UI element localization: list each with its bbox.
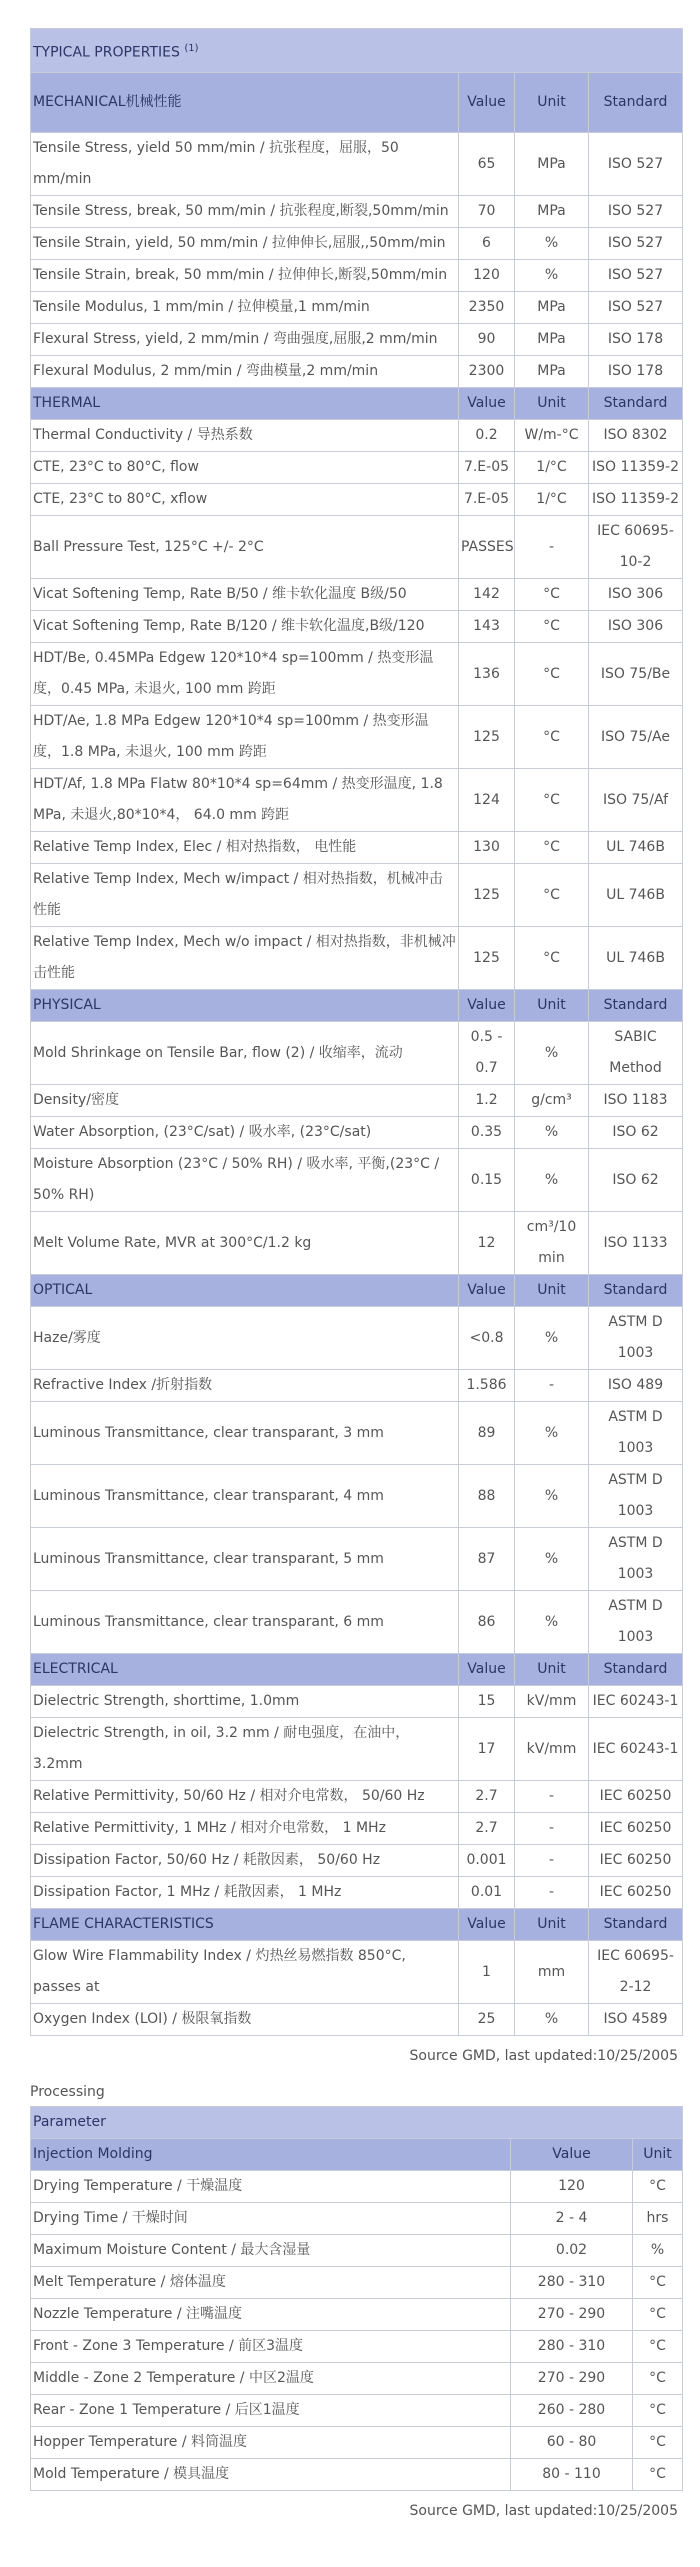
property-row (31, 706, 683, 769)
property-standard: IEC 60250 (589, 1781, 683, 1813)
property-unit: 1/°C (515, 452, 589, 484)
property-row (31, 1813, 683, 1845)
property-value: 90 (459, 324, 515, 356)
property-value: 2.7 (459, 1813, 515, 1845)
processing-row (31, 2235, 683, 2267)
header-unit: Unit (515, 1275, 589, 1307)
section-header (31, 1654, 683, 1686)
property-standard: ISO 306 (589, 579, 683, 611)
property-value: 142 (459, 579, 515, 611)
property-value: 1.586 (459, 1370, 515, 1402)
processing-group-header (31, 2139, 683, 2171)
property-unit: - (515, 1370, 589, 1402)
property-name: HDT/Af, 1.8 MPa Flatw 80*10*4 sp=64mm / 热变形温度, 1.8 MPa, 未退火,80*10*4， 64.0 mm 跨距 (31, 769, 459, 832)
section-header (31, 73, 683, 133)
property-value: 0.5 - 0.7 (459, 1022, 515, 1085)
header-standard: Standard (589, 388, 683, 420)
property-name: CTE, 23°C to 80°C, flow (31, 452, 459, 484)
header-value: Value (459, 990, 515, 1022)
property-name: Relative Temp Index, Mech w/impact / 相对热指数，机械冲击性能 (31, 864, 459, 927)
property-row (31, 643, 683, 706)
property-row (31, 1402, 683, 1465)
property-name: CTE, 23°C to 80°C, xflow (31, 484, 459, 516)
section-name: ELECTRICAL (31, 1654, 459, 1686)
property-standard: ASTM D 1003 (589, 1591, 683, 1654)
property-standard: IEC 60243-1 (589, 1686, 683, 1718)
property-unit: W/m-°C (515, 420, 589, 452)
property-row (31, 1370, 683, 1402)
processing-name: Middle - Zone 2 Temperature / 中区2温度 (31, 2363, 511, 2395)
property-row (31, 2004, 683, 2036)
header-standard: Standard (589, 1909, 683, 1941)
property-name: Refractive Index /折射指数 (31, 1370, 459, 1402)
property-row (31, 452, 683, 484)
property-name: Dissipation Factor, 50/60 Hz / 耗散因素， 50/60 Hz (31, 1845, 459, 1877)
property-unit: - (515, 1813, 589, 1845)
property-name: Vicat Softening Temp, Rate B/50 / 维卡软化温度 B级/50 (31, 579, 459, 611)
property-standard: ISO 527 (589, 292, 683, 324)
property-standard: ISO 75/Af (589, 769, 683, 832)
header-value: Value (459, 1654, 515, 1686)
processing-header-unit: Unit (633, 2139, 683, 2171)
typical-properties-header (31, 29, 683, 73)
processing-unit: °C (633, 2459, 683, 2491)
processing-value: 120 (511, 2171, 633, 2203)
property-unit: % (515, 1465, 589, 1528)
property-unit: mm (515, 1941, 589, 2004)
property-standard: ISO 306 (589, 611, 683, 643)
property-value: 130 (459, 832, 515, 864)
property-row (31, 1877, 683, 1909)
property-unit: °C (515, 706, 589, 769)
property-row (31, 611, 683, 643)
header-standard: Standard (589, 1275, 683, 1307)
property-value: 1 (459, 1941, 515, 2004)
property-unit: MPa (515, 292, 589, 324)
datasheet (30, 28, 682, 2531)
header-unit: Unit (515, 73, 589, 133)
processing-name: Rear - Zone 1 Temperature / 后区1温度 (31, 2395, 511, 2427)
property-unit: - (515, 1781, 589, 1813)
property-unit: °C (515, 611, 589, 643)
property-name: Luminous Transmittance, clear transparant, 5 mm (31, 1528, 459, 1591)
processing-unit: °C (633, 2363, 683, 2395)
property-unit: °C (515, 832, 589, 864)
property-name: Relative Permittivity, 50/60 Hz / 相对介电常数， 50/60 Hz (31, 1781, 459, 1813)
property-value: 65 (459, 133, 515, 196)
property-row (31, 1591, 683, 1654)
property-value: 120 (459, 260, 515, 292)
property-name: Oxygen Index (LOI) / 极限氧指数 (31, 2004, 459, 2036)
property-value: 70 (459, 196, 515, 228)
property-unit: °C (515, 643, 589, 706)
processing-unit: °C (633, 2331, 683, 2363)
property-unit: °C (515, 927, 589, 990)
property-unit: °C (515, 579, 589, 611)
section-name: OPTICAL (31, 1275, 459, 1307)
property-unit: MPa (515, 196, 589, 228)
property-standard: ISO 11359-2 (589, 484, 683, 516)
header-standard: Standard (589, 73, 683, 133)
property-row (31, 420, 683, 452)
property-unit: % (515, 1528, 589, 1591)
section-header (31, 388, 683, 420)
section-name: MECHANICAL机械性能 (31, 73, 459, 133)
property-name: Moisture Absorption (23°C / 50% RH) / 吸水率, 平衡,(23°C / 50% RH) (31, 1149, 459, 1212)
property-value: 6 (459, 228, 515, 260)
property-row (31, 1528, 683, 1591)
property-value: 87 (459, 1528, 515, 1591)
header-unit: Unit (515, 388, 589, 420)
property-standard: ISO 75/Ae (589, 706, 683, 769)
property-row (31, 927, 683, 990)
property-row (31, 1465, 683, 1528)
property-row (31, 292, 683, 324)
property-row (31, 1022, 683, 1085)
property-unit: % (515, 228, 589, 260)
processing-row (31, 2203, 683, 2235)
property-value: 17 (459, 1718, 515, 1781)
property-unit: °C (515, 864, 589, 927)
section-name: PHYSICAL (31, 990, 459, 1022)
property-row (31, 1941, 683, 2004)
property-row (31, 1781, 683, 1813)
property-name: Water Absorption, (23°C/sat) / 吸水率, (23°C/sat) (31, 1117, 459, 1149)
property-name: Melt Volume Rate, MVR at 300°C/1.2 kg (31, 1212, 459, 1275)
processing-name: Hopper Temperature / 料筒温度 (31, 2427, 511, 2459)
property-standard: IEC 60250 (589, 1813, 683, 1845)
processing-name: Nozzle Temperature / 注嘴温度 (31, 2299, 511, 2331)
property-value: 1.2 (459, 1085, 515, 1117)
property-value: 0.2 (459, 420, 515, 452)
property-name: Tensile Stress, break, 50 mm/min / 抗张程度,断裂,50mm/min (31, 196, 459, 228)
property-value: 125 (459, 927, 515, 990)
property-unit: kV/mm (515, 1686, 589, 1718)
processing-row (31, 2427, 683, 2459)
processing-row (31, 2171, 683, 2203)
property-row (31, 228, 683, 260)
property-standard: IEC 60250 (589, 1845, 683, 1877)
property-unit: cm³/10 min (515, 1212, 589, 1275)
processing-value: 270 - 290 (511, 2363, 633, 2395)
property-unit: % (515, 260, 589, 292)
property-unit: MPa (515, 133, 589, 196)
property-name: Density/密度 (31, 1085, 459, 1117)
property-name: Luminous Transmittance, clear transparant, 6 mm (31, 1591, 459, 1654)
property-row (31, 324, 683, 356)
processing-unit: hrs (633, 2203, 683, 2235)
property-name: Luminous Transmittance, clear transparant, 4 mm (31, 1465, 459, 1528)
property-value: 12 (459, 1212, 515, 1275)
property-value: 7.E-05 (459, 484, 515, 516)
property-standard: ASTM D 1003 (589, 1465, 683, 1528)
property-standard: IEC 60250 (589, 1877, 683, 1909)
processing-row (31, 2395, 683, 2427)
property-value: 0.001 (459, 1845, 515, 1877)
property-value: 2350 (459, 292, 515, 324)
processing-row (31, 2331, 683, 2363)
property-value: 2300 (459, 356, 515, 388)
property-standard: ASTM D 1003 (589, 1528, 683, 1591)
property-value: 86 (459, 1591, 515, 1654)
property-value: 89 (459, 1402, 515, 1465)
header-value: Value (459, 388, 515, 420)
property-row (31, 1149, 683, 1212)
property-unit: MPa (515, 356, 589, 388)
property-unit: - (515, 1877, 589, 1909)
header-unit: Unit (515, 990, 589, 1022)
header-standard: Standard (589, 1654, 683, 1686)
property-value: 0.15 (459, 1149, 515, 1212)
processing-value: 2 - 4 (511, 2203, 633, 2235)
property-standard: ISO 8302 (589, 420, 683, 452)
property-name: Vicat Softening Temp, Rate B/120 / 维卡软化温度,B级/120 (31, 611, 459, 643)
property-standard: SABIC Method (589, 1022, 683, 1085)
property-row (31, 1085, 683, 1117)
processing-title: Processing (30, 2084, 105, 2100)
property-standard: IEC 60695-10-2 (589, 516, 683, 579)
section-header (31, 1909, 683, 1941)
processing-name: Drying Time / 干燥时间 (31, 2203, 511, 2235)
property-standard: ASTM D 1003 (589, 1307, 683, 1370)
property-value: 136 (459, 643, 515, 706)
property-unit: % (515, 2004, 589, 2036)
processing-parameter-row (31, 2107, 683, 2139)
property-standard: ISO 527 (589, 133, 683, 196)
processing-unit: °C (633, 2427, 683, 2459)
property-standard: ISO 527 (589, 260, 683, 292)
property-name: Haze/雾度 (31, 1307, 459, 1370)
property-unit: kV/mm (515, 1718, 589, 1781)
property-row (31, 1686, 683, 1718)
property-name: Tensile Stress, yield 50 mm/min / 抗张程度，屈服，50 mm/min (31, 133, 459, 196)
property-name: Tensile Strain, break, 50 mm/min / 拉伸伸长,断裂,50mm/min (31, 260, 459, 292)
property-name: Ball Pressure Test, 125°C +/- 2°C (31, 516, 459, 579)
property-standard: IEC 60243-1 (589, 1718, 683, 1781)
property-standard: ISO 11359-2 (589, 452, 683, 484)
header-value: Value (459, 1909, 515, 1941)
processing-name: Front - Zone 3 Temperature / 前区3温度 (31, 2331, 511, 2363)
processing-value: 270 - 290 (511, 2299, 633, 2331)
processing-name: Melt Temperature / 熔体温度 (31, 2267, 511, 2299)
property-row (31, 1212, 683, 1275)
property-row (31, 832, 683, 864)
processing-row (31, 2267, 683, 2299)
property-unit: - (515, 516, 589, 579)
property-value: 124 (459, 769, 515, 832)
property-value: PASSES (459, 516, 515, 579)
property-name: Tensile Modulus, 1 mm/min / 拉伸模量,1 mm/min (31, 292, 459, 324)
parameter-label: Parameter (31, 2107, 683, 2139)
property-name: HDT/Ae, 1.8 MPa Edgew 120*10*4 sp=100mm / 热变形温度，1.8 MPa, 未退火, 100 mm 跨距 (31, 706, 459, 769)
typical-properties-title-cell (31, 29, 683, 73)
processing-unit: °C (633, 2299, 683, 2331)
processing-table (30, 2106, 683, 2491)
property-name: Dielectric Strength, shorttime, 1.0mm (31, 1686, 459, 1718)
property-row (31, 484, 683, 516)
property-value: 143 (459, 611, 515, 643)
header-value: Value (459, 1275, 515, 1307)
property-standard: ISO 4589 (589, 2004, 683, 2036)
property-standard: ISO 178 (589, 324, 683, 356)
property-row (31, 1718, 683, 1781)
property-standard: UL 746B (589, 832, 683, 864)
property-value: 0.01 (459, 1877, 515, 1909)
property-standard: ASTM D 1003 (589, 1402, 683, 1465)
processing-header-value: Value (511, 2139, 633, 2171)
property-row (31, 1307, 683, 1370)
property-value: 125 (459, 706, 515, 769)
property-unit: % (515, 1591, 589, 1654)
property-standard: ISO 489 (589, 1370, 683, 1402)
processing-value: 60 - 80 (511, 2427, 633, 2459)
property-standard: ISO 527 (589, 196, 683, 228)
property-name: Dissipation Factor, 1 MHz / 耗散因素， 1 MHz (31, 1877, 459, 1909)
property-name: Relative Permittivity, 1 MHz / 相对介电常数， 1 MHz (31, 1813, 459, 1845)
property-value: 125 (459, 864, 515, 927)
section-header (31, 1275, 683, 1307)
property-name: HDT/Be, 0.45MPa Edgew 120*10*4 sp=100mm / 热变形温度，0.45 MPa, 未退火, 100 mm 跨距 (31, 643, 459, 706)
property-name: Tensile Strain, yield, 50 mm/min / 拉伸伸长,屈服,,50mm/min (31, 228, 459, 260)
processing-value: 0.02 (511, 2235, 633, 2267)
property-name: Thermal Conductivity / 导热系数 (31, 420, 459, 452)
processing-value: 260 - 280 (511, 2395, 633, 2427)
property-standard: ISO 178 (589, 356, 683, 388)
property-name: Mold Shrinkage on Tensile Bar, flow (2) / 收缩率，流动 (31, 1022, 459, 1085)
typical-properties-footnote: (1) (184, 42, 199, 54)
processing-name: Mold Temperature / 模具温度 (31, 2459, 511, 2491)
property-value: <0.8 (459, 1307, 515, 1370)
processing-value: 280 - 310 (511, 2331, 633, 2363)
property-unit: 1/°C (515, 484, 589, 516)
property-unit: % (515, 1402, 589, 1465)
property-unit: % (515, 1117, 589, 1149)
property-row (31, 196, 683, 228)
section-header (31, 990, 683, 1022)
processing-value: 280 - 310 (511, 2267, 633, 2299)
property-name: Flexural Stress, yield, 2 mm/min / 弯曲强度,屈服,2 mm/min (31, 324, 459, 356)
property-unit: % (515, 1149, 589, 1212)
header-unit: Unit (515, 1654, 589, 1686)
property-unit: - (515, 1845, 589, 1877)
property-row (31, 133, 683, 196)
property-standard: IEC 60695-2-12 (589, 1941, 683, 2004)
property-row (31, 579, 683, 611)
processing-row (31, 2363, 683, 2395)
property-standard: ISO 62 (589, 1117, 683, 1149)
property-unit: g/cm³ (515, 1085, 589, 1117)
property-unit: MPa (515, 324, 589, 356)
property-name: Relative Temp Index, Mech w/o impact / 相对热指数，非机械冲击性能 (31, 927, 459, 990)
processing-name: Drying Temperature / 干燥温度 (31, 2171, 511, 2203)
processing-name: Maximum Moisture Content / 最大含湿量 (31, 2235, 511, 2267)
header-value: Value (459, 73, 515, 133)
processing-row (31, 2459, 683, 2491)
processing-unit: °C (633, 2267, 683, 2299)
header-unit: Unit (515, 1909, 589, 1941)
processing-value: 80 - 110 (511, 2459, 633, 2491)
property-name: Glow Wire Flammability Index / 灼热丝易燃指数 850°C, passes at (31, 1941, 459, 2004)
property-value: 25 (459, 2004, 515, 2036)
property-value: 88 (459, 1465, 515, 1528)
property-name: Relative Temp Index, Elec / 相对热指数， 电性能 (31, 832, 459, 864)
property-value: 2.7 (459, 1781, 515, 1813)
property-name: Dielectric Strength, in oil, 3.2 mm / 耐电强度，在油中，3.2mm (31, 1718, 459, 1781)
property-value: 0.35 (459, 1117, 515, 1149)
property-row (31, 260, 683, 292)
property-standard: ISO 62 (589, 1149, 683, 1212)
property-row (31, 1845, 683, 1877)
property-standard: ISO 527 (589, 228, 683, 260)
source-note: Source GMD, last updated:10/25/2005 (409, 2048, 678, 2064)
property-name: Flexural Modulus, 2 mm/min / 弯曲模量,2 mm/min (31, 356, 459, 388)
section-name: THERMAL (31, 388, 459, 420)
property-standard: ISO 75/Be (589, 643, 683, 706)
header-standard: Standard (589, 990, 683, 1022)
property-row (31, 769, 683, 832)
property-name: Luminous Transmittance, clear transparant, 3 mm (31, 1402, 459, 1465)
property-standard: ISO 1183 (589, 1085, 683, 1117)
property-row (31, 356, 683, 388)
property-standard: UL 746B (589, 927, 683, 990)
property-row (31, 516, 683, 579)
typical-properties-title: TYPICAL PROPERTIES (33, 44, 180, 61)
processing-unit: °C (633, 2395, 683, 2427)
property-standard: UL 746B (589, 864, 683, 927)
property-row (31, 1117, 683, 1149)
property-value: 15 (459, 1686, 515, 1718)
processing-unit: % (633, 2235, 683, 2267)
property-unit: % (515, 1307, 589, 1370)
source-note-processing: Source GMD, last updated:10/25/2005 (409, 2503, 678, 2519)
property-unit: °C (515, 769, 589, 832)
processing-group-name: Injection Molding (31, 2139, 511, 2171)
section-name: FLAME CHARACTERISTICS (31, 1909, 459, 1941)
property-unit: % (515, 1022, 589, 1085)
processing-unit: °C (633, 2171, 683, 2203)
property-standard: ISO 1133 (589, 1212, 683, 1275)
processing-row (31, 2299, 683, 2331)
property-row (31, 864, 683, 927)
typical-properties-table (30, 28, 683, 2036)
property-value: 7.E-05 (459, 452, 515, 484)
